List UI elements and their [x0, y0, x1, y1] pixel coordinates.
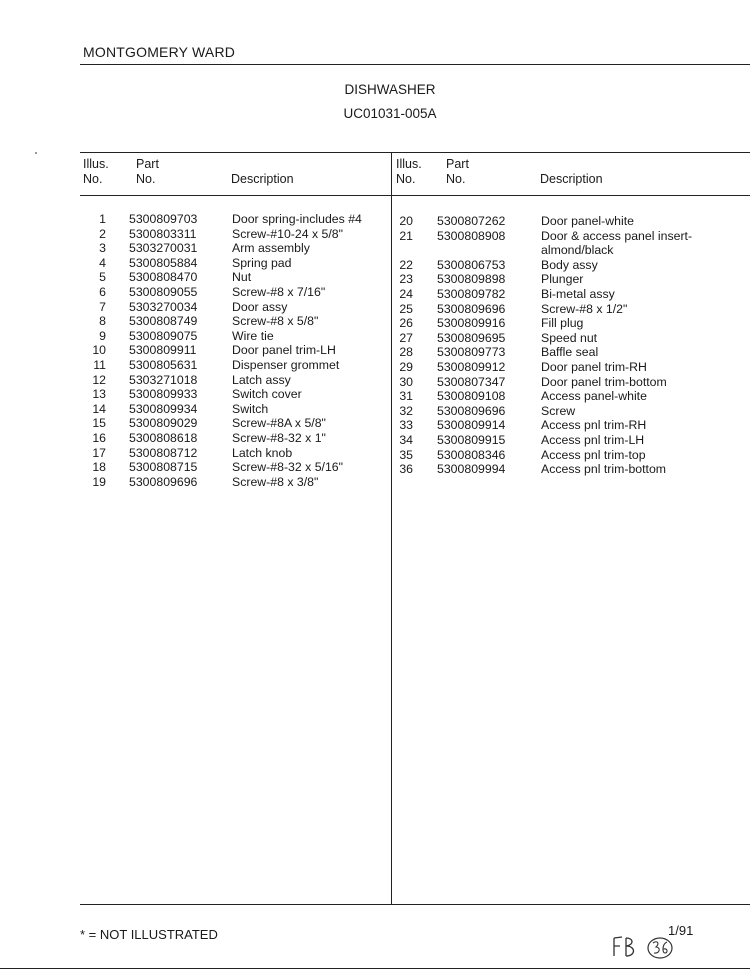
- part-number: 5300809915: [437, 433, 506, 447]
- part-description: Door panel trim-RH: [541, 360, 647, 374]
- part-description: Switch cover: [232, 387, 302, 402]
- table-row: [0, 243, 750, 258]
- footnote: * = NOT ILLUSTRATED: [80, 927, 218, 942]
- table-row: [0, 389, 750, 404]
- part-number: 5300808908: [437, 228, 506, 243]
- illus-number: 36: [399, 462, 413, 477]
- part-number: 5300809696: [129, 474, 198, 489]
- part-number: 5300809914: [437, 418, 506, 433]
- part-description: Door assy: [232, 299, 288, 314]
- part-number: 5300809933: [129, 387, 198, 402]
- part-description: Screw-#8 x 1/2": [541, 301, 628, 316]
- model-number: UC01031-005A: [343, 106, 437, 121]
- part-description: Wire tie: [232, 328, 274, 343]
- part-description: Access pnl trim-LH: [541, 433, 645, 447]
- left-header-illus: Illus. No.: [83, 157, 109, 186]
- right-header-description: Description: [540, 172, 603, 186]
- illus-number: 24: [399, 287, 413, 301]
- part-description: Access pnl trim-bottom: [541, 462, 667, 477]
- part-number: 5300808470: [129, 270, 198, 285]
- table-row: [0, 445, 750, 463]
- illus-number: 1: [99, 212, 106, 226]
- table-row: [0, 360, 750, 375]
- part-number: 5300805884: [129, 255, 198, 270]
- part-description: Nut: [232, 270, 252, 285]
- bottom-page-rule: [0, 968, 750, 969]
- part-number: 5300807347: [437, 374, 506, 389]
- right-header-illus: Illus. No.: [396, 157, 422, 186]
- table-row: [0, 401, 750, 419]
- illus-number: 28: [399, 345, 413, 360]
- illus-number: 7: [99, 299, 106, 314]
- illus-number: 27: [399, 330, 413, 345]
- illus-number: 30: [399, 374, 413, 389]
- part-number: 5300809911: [129, 343, 197, 358]
- part-number: 5300808712: [129, 445, 198, 460]
- part-number: 5300806753: [437, 257, 506, 272]
- illus-number: 10: [92, 343, 106, 358]
- part-description: Bi-metal assy: [541, 287, 615, 301]
- illus-number: 15: [92, 416, 106, 431]
- part-description: Screw-#8 x 7/16": [232, 285, 326, 299]
- part-number: 5300808749: [129, 314, 198, 329]
- illus-number: 16: [92, 431, 106, 445]
- table-row: [0, 372, 750, 390]
- illus-number: 5: [99, 270, 106, 285]
- part-number: 5300807262: [437, 214, 506, 228]
- illus-number: 9: [99, 328, 106, 343]
- part-number: 5300803311: [129, 226, 197, 241]
- illus-number: 32: [399, 403, 413, 418]
- stray-mark: [35, 152, 37, 154]
- table-row: [0, 226, 750, 244]
- left-header-part: Part No.: [136, 157, 159, 186]
- table-row: [0, 475, 750, 490]
- part-number: 5300809912: [437, 360, 506, 374]
- table-header-bottom-rule: [80, 195, 750, 196]
- part-number: 5300809055: [129, 285, 198, 299]
- table-row: [0, 255, 750, 273]
- part-number: 5300809773: [437, 345, 506, 360]
- part-description: Latch knob: [232, 445, 293, 460]
- illus-number: 25: [399, 301, 413, 316]
- illus-number: 31: [399, 389, 413, 404]
- illus-number: 35: [399, 447, 413, 462]
- part-description: Dispenser grommet: [232, 358, 340, 372]
- part-description: Door spring-includes #4: [232, 212, 362, 226]
- part-description: Screw-#8 x 3/8": [232, 474, 319, 489]
- part-number: 5300805631: [129, 358, 198, 372]
- table-row: [0, 462, 750, 477]
- part-number: 5303271018: [129, 372, 198, 387]
- part-number: 5300809782: [437, 287, 506, 301]
- illus-number: 3: [99, 241, 106, 256]
- illus-number: 17: [92, 445, 106, 460]
- part-description: Door & access panel insert-: [541, 228, 693, 243]
- part-description: Plunger: [541, 272, 584, 287]
- illus-number: 29: [399, 360, 413, 374]
- part-number: 5300809075: [129, 328, 198, 343]
- brand-name: MONTGOMERY WARD: [83, 44, 236, 60]
- part-description: Door panel trim-bottom: [541, 374, 667, 389]
- document-title: DISHWASHER: [344, 82, 436, 97]
- table-row: [0, 328, 750, 346]
- right-header-part: Part No.: [446, 157, 469, 186]
- table-row: [0, 418, 750, 433]
- part-description: Body assy: [541, 257, 598, 272]
- table-row: [0, 287, 750, 302]
- part-description: Baffle seal: [541, 345, 599, 360]
- part-number: 5300809916: [437, 316, 506, 331]
- part-description: Screw-#8A x 5/8": [232, 416, 326, 431]
- bottom-rule: [80, 904, 750, 905]
- table-row: [0, 214, 750, 229]
- part-description: almond/black: [541, 243, 614, 258]
- part-description: Screw: [541, 403, 576, 418]
- part-description: Fill plug: [541, 316, 584, 331]
- page-number: 1/91: [668, 923, 694, 938]
- part-number: 5303270034: [129, 299, 198, 314]
- illus-number: 23: [399, 272, 413, 287]
- part-description: Latch assy: [232, 372, 291, 387]
- part-number: 5300809994: [437, 462, 506, 477]
- part-description: Speed nut: [541, 330, 598, 345]
- illus-number: 18: [92, 460, 106, 475]
- part-description: Screw-#10-24 x 5/8": [232, 226, 343, 241]
- part-number: 5300809696: [437, 301, 506, 316]
- table-row: [0, 299, 750, 317]
- table-header-rule: [80, 152, 750, 153]
- illus-number: 26: [399, 316, 413, 331]
- handwritten-mark: [610, 932, 680, 962]
- illus-number: 6: [99, 285, 106, 299]
- part-description: Access panel-white: [541, 389, 647, 404]
- part-description: Switch: [232, 401, 269, 416]
- part-description: Door panel-white: [541, 214, 634, 228]
- part-number: 5300809108: [437, 389, 506, 404]
- table-row: [0, 433, 750, 448]
- part-description: Spring pad: [232, 255, 292, 270]
- illus-number: 21: [399, 228, 413, 243]
- illus-number: 13: [92, 387, 106, 402]
- part-number: 5300809029: [129, 416, 198, 431]
- part-number: 5300808618: [129, 431, 198, 445]
- part-description: Arm assembly: [232, 241, 310, 256]
- illus-number: 14: [92, 401, 106, 416]
- part-number: 5300809696: [437, 403, 506, 418]
- table-row: [0, 316, 750, 331]
- illus-number: 12: [92, 372, 106, 387]
- part-description: Door panel trim-LH: [232, 343, 336, 358]
- table-row: [0, 272, 750, 287]
- part-number: 5300809934: [129, 401, 198, 416]
- illus-number: 8: [99, 314, 106, 329]
- illus-number: 33: [399, 418, 413, 433]
- part-description: Access pnl trim-RH: [541, 418, 647, 433]
- part-description: Screw-#8-32 x 1": [232, 431, 326, 445]
- illus-number: 11: [93, 358, 106, 372]
- illus-number: 4: [99, 255, 106, 270]
- part-number: 5303270031: [129, 241, 198, 256]
- table-row: [0, 345, 750, 360]
- part-description: Screw-#8 x 5/8": [232, 314, 319, 329]
- illus-number: 2: [99, 226, 106, 241]
- part-number: 5300809898: [437, 272, 506, 287]
- illus-number: 22: [399, 257, 413, 272]
- part-description: Screw-#8-32 x 5/16": [232, 460, 343, 475]
- illus-number: 34: [399, 433, 413, 447]
- part-number: 5300808715: [129, 460, 198, 475]
- illus-number: 20: [399, 214, 413, 228]
- illus-number: 19: [92, 474, 106, 489]
- left-header-description: Description: [231, 172, 294, 186]
- top-rule: [80, 64, 750, 65]
- part-number: 5300809703: [129, 212, 198, 226]
- part-number: 5300809695: [437, 330, 506, 345]
- part-description: Access pnl trim-top: [541, 447, 646, 462]
- part-number: 5300808346: [437, 447, 506, 462]
